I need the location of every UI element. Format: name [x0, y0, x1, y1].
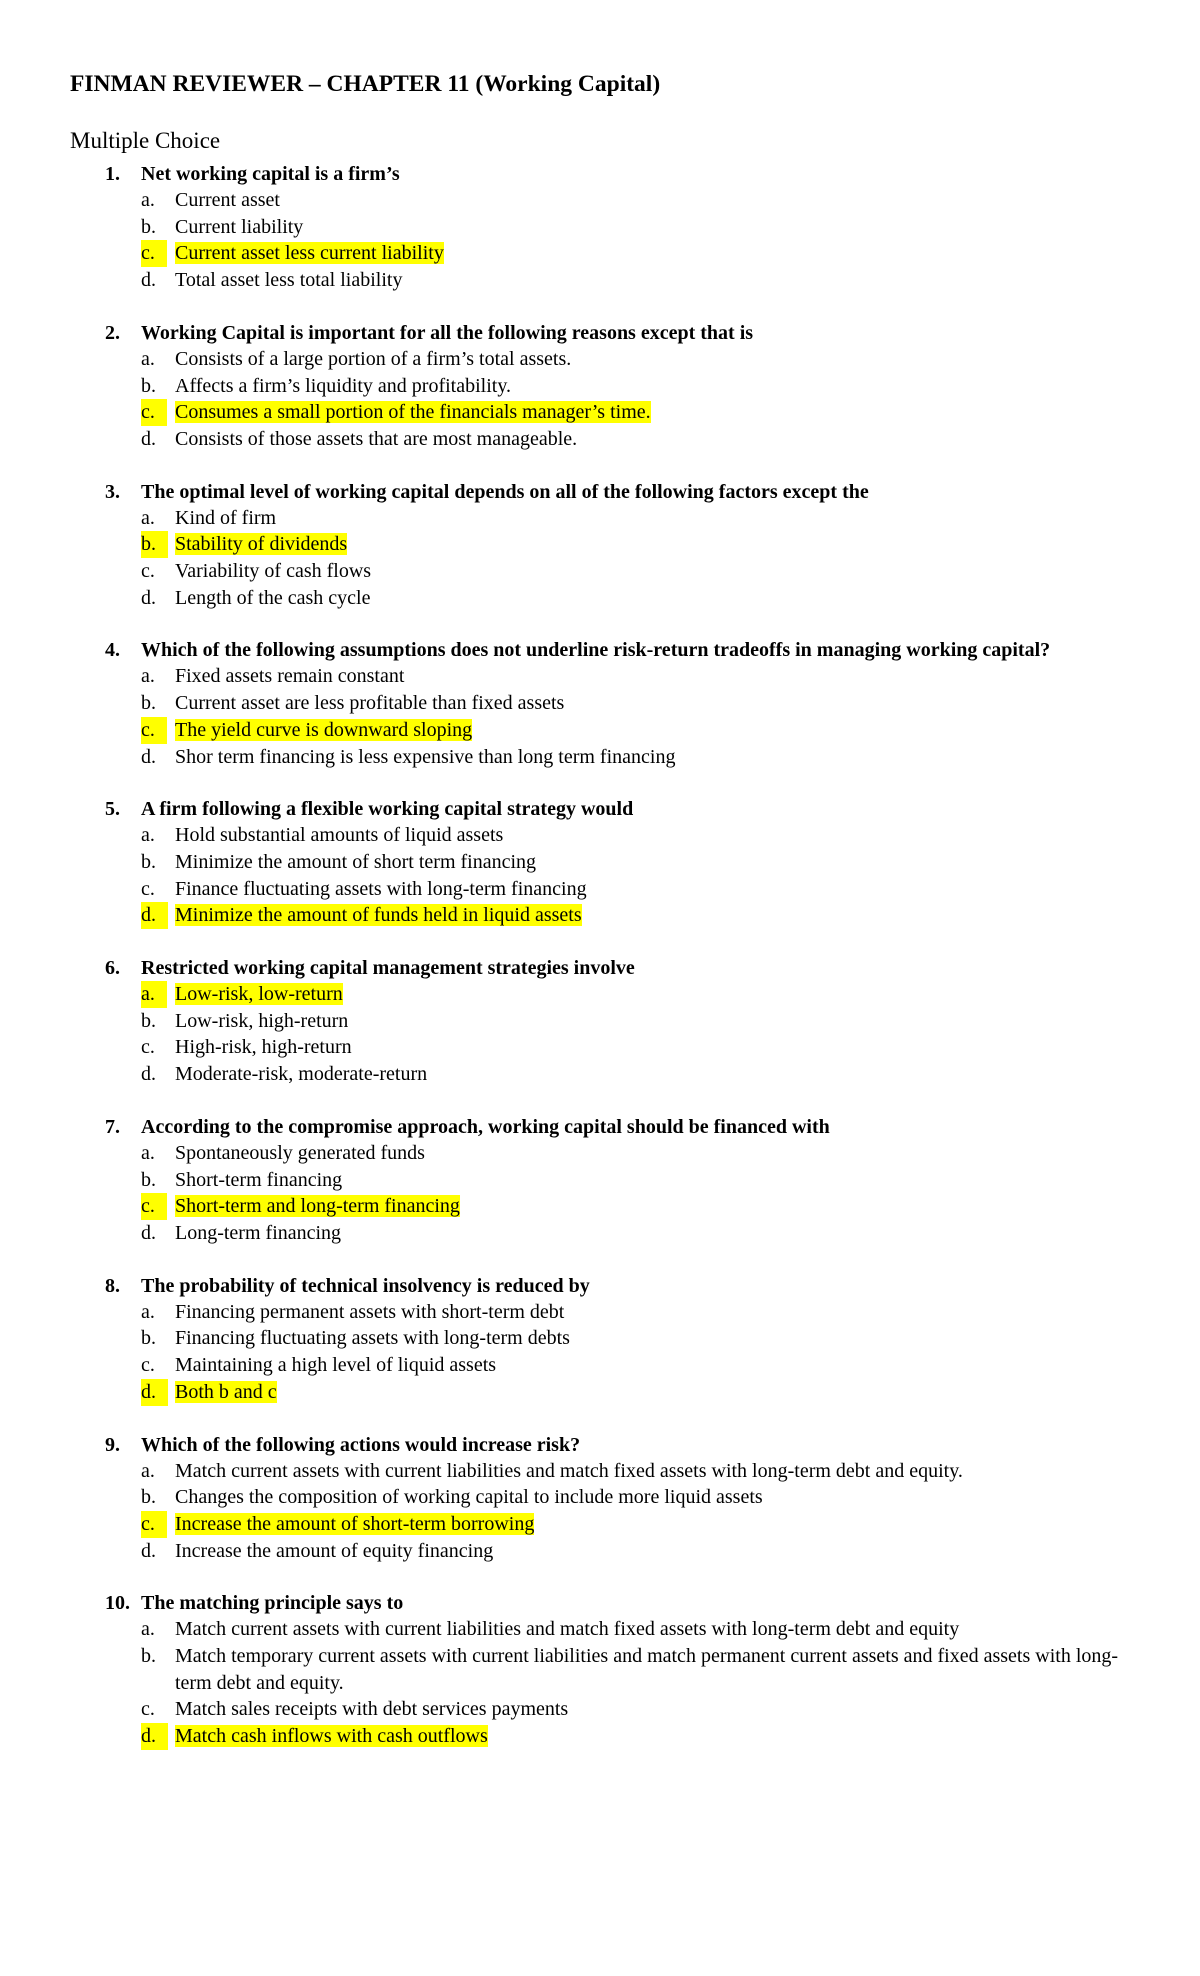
choice-letter: d.	[141, 586, 156, 609]
choice-letter: a.	[141, 1300, 155, 1323]
choice-letter: c.	[141, 1511, 167, 1538]
choice-text: Financing fluctuating assets with long-term debts	[175, 1327, 570, 1350]
choice-letter: d.	[141, 745, 156, 768]
choice-letter: d.	[141, 1379, 168, 1406]
choice-letter: d.	[141, 902, 168, 929]
choice-list	[141, 1458, 1150, 1565]
choice-text: Minimize the amount of short term financing	[175, 850, 537, 873]
choice-text: Moderate-risk, moderate-return	[175, 1063, 428, 1086]
choice-text: Consumes a small portion of the financials manager’s time.	[175, 401, 651, 424]
section-label: Multiple Choice	[70, 128, 221, 153]
choice-text: The yield curve is downward sloping	[175, 718, 473, 741]
question-item-8	[70, 1273, 1150, 1406]
choice-item	[141, 373, 1150, 400]
choice-text: Hold substantial amounts of liquid assets	[175, 824, 504, 847]
choice-item	[141, 426, 1150, 453]
choice-item	[141, 214, 1150, 241]
choice-text: Total asset less total liability	[175, 269, 403, 292]
choice-text: Long-term financing	[175, 1221, 342, 1244]
question-item-10	[70, 1590, 1150, 1750]
choice-item	[141, 1616, 1150, 1643]
choice-text: Consists of a large portion of a firm’s total assets.	[175, 347, 572, 370]
choice-text: Changes the composition of working capital to include more liquid assets	[175, 1486, 763, 1509]
choice-text: Stability of dividends	[175, 533, 348, 556]
choice-text: Fixed assets remain constant	[175, 665, 405, 688]
question-text: Restricted working capital management strategies involve	[141, 957, 635, 980]
choice-item-correct	[141, 717, 1150, 744]
choice-text: Affects a firm’s liquidity and profitability.	[175, 374, 512, 397]
question-text: The probability of technical insolvency is reduced by	[141, 1274, 590, 1297]
choice-item	[141, 849, 1150, 876]
choice-text: Minimize the amount of funds held in liquid assets	[175, 904, 582, 927]
choice-item-correct	[141, 240, 1150, 267]
question-number: 2.	[105, 321, 120, 344]
choice-text: Both b and c	[175, 1380, 277, 1403]
choice-letter: a.	[141, 506, 155, 529]
question-number: 7.	[105, 1115, 120, 1138]
choice-text: Match sales receipts with debt services payments	[175, 1698, 569, 1721]
choice-letter: a.	[141, 1618, 155, 1641]
question-number: 10.	[105, 1592, 130, 1615]
question-number: 6.	[105, 957, 120, 980]
choice-item	[141, 663, 1150, 690]
choice-list	[141, 187, 1150, 294]
choice-item	[141, 1538, 1150, 1565]
choice-letter: b.	[141, 850, 156, 873]
choice-item	[141, 346, 1150, 373]
question-number: 5.	[105, 798, 120, 821]
choice-text: Match current assets with current liabilities and match fixed assets with long-term debt and equity	[175, 1618, 960, 1641]
choice-text: Increase the amount of short-term borrowing	[175, 1512, 535, 1535]
choice-text: Variability of cash flows	[175, 560, 372, 583]
choice-list	[141, 1616, 1150, 1750]
choice-item	[141, 1034, 1150, 1061]
choice-letter: c.	[141, 1036, 155, 1059]
choice-item	[141, 267, 1150, 294]
choice-letter: c.	[141, 560, 155, 583]
choice-letter: d.	[141, 1539, 156, 1562]
choice-letter: c.	[141, 399, 167, 426]
choice-text: High-risk, high-return	[175, 1036, 352, 1059]
choice-item	[141, 1299, 1150, 1326]
choice-letter: d.	[141, 1063, 156, 1086]
choice-text: Short-term financing	[175, 1168, 343, 1191]
choice-text: Low-risk, low-return	[175, 983, 343, 1006]
choice-item	[141, 187, 1150, 214]
question-list	[70, 161, 1150, 1750]
choice-text: Financing permanent assets with short-term debt	[175, 1300, 565, 1323]
question-number: 1.	[105, 163, 120, 185]
choice-letter: c.	[141, 717, 167, 744]
question-text: Net working capital is a firm’s	[141, 163, 400, 185]
choice-list	[141, 1299, 1150, 1406]
document-page	[70, 68, 1150, 1776]
question-text: Which of the following assumptions does not underline risk-return tradeoffs in managing working capital?	[141, 639, 1051, 662]
choice-letter: a.	[141, 665, 155, 688]
choice-item-correct	[141, 399, 1150, 426]
question-item-7	[70, 1114, 1150, 1247]
choice-letter: a.	[141, 981, 167, 1008]
question-text: The matching principle says to	[141, 1592, 404, 1615]
question-item-5	[70, 796, 1150, 929]
choice-text: Kind of firm	[175, 506, 277, 529]
question-number: 4.	[105, 639, 120, 662]
choice-text: Finance fluctuating assets with long-term financing	[175, 877, 587, 900]
choice-item	[141, 1220, 1150, 1247]
choice-letter: b.	[141, 1009, 156, 1032]
choice-item	[141, 690, 1150, 717]
choice-letter: b.	[141, 215, 156, 238]
choice-item	[141, 744, 1150, 771]
choice-item	[141, 558, 1150, 585]
choice-item-correct	[141, 981, 1150, 1008]
choice-item-correct	[141, 531, 1150, 558]
choice-letter: b.	[141, 374, 156, 397]
choice-letter: a.	[141, 1141, 155, 1164]
choice-item	[141, 1008, 1150, 1035]
choice-item	[141, 1140, 1150, 1167]
choice-list	[141, 663, 1150, 770]
choice-list	[141, 981, 1150, 1088]
choice-item	[141, 1352, 1150, 1379]
question-item-3	[70, 479, 1150, 612]
question-text: A firm following a flexible working capital strategy would	[141, 798, 634, 821]
choice-letter: a.	[141, 824, 155, 847]
choice-text: Consists of those assets that are most manageable.	[175, 427, 578, 450]
choice-letter: d.	[141, 1723, 168, 1750]
choice-text: Current asset are less profitable than fixed assets	[175, 692, 565, 715]
choice-letter: c.	[141, 877, 155, 900]
choice-item-correct	[141, 1193, 1150, 1220]
question-text: Which of the following actions would increase risk?	[141, 1433, 581, 1456]
choice-letter: c.	[141, 240, 167, 267]
choice-text: Current asset	[175, 189, 280, 211]
choice-item	[141, 1325, 1150, 1352]
choice-letter: c.	[141, 1698, 155, 1721]
choice-letter: a.	[141, 189, 155, 211]
choice-letter: d.	[141, 1221, 156, 1244]
choice-list	[141, 822, 1150, 929]
choice-letter: b.	[141, 1168, 156, 1191]
choice-text: Spontaneously generated funds	[175, 1141, 425, 1164]
choice-item	[141, 1458, 1150, 1485]
choice-item	[141, 505, 1150, 532]
choice-letter: b.	[141, 692, 156, 715]
choice-letter: d.	[141, 427, 156, 450]
choice-text: Maintaining a high level of liquid assets	[175, 1354, 497, 1377]
question-item-6	[70, 955, 1150, 1088]
choice-letter: b.	[141, 1645, 156, 1668]
choice-item	[141, 876, 1150, 903]
choice-letter: a.	[141, 347, 155, 370]
choice-item	[141, 1167, 1150, 1194]
document-title: FINMAN REVIEWER – CHAPTER 11 (Working Capital)	[70, 71, 661, 97]
choice-text: Match temporary current assets with current liabilities and match permanent current assets and fixed assets with long-term debt and equity.	[175, 1645, 1119, 1694]
question-text: Working Capital is important for all the following reasons except that is	[141, 321, 754, 344]
choice-item	[141, 1643, 1150, 1696]
question-text: The optimal level of working capital depends on all of the following factors except the	[141, 480, 869, 503]
question-number: 9.	[105, 1433, 120, 1456]
choice-letter: b.	[141, 531, 168, 558]
question-number: 8.	[105, 1274, 120, 1297]
choice-item	[141, 822, 1150, 849]
choice-letter: c.	[141, 1193, 167, 1220]
question-item-4	[70, 637, 1150, 770]
choice-item-correct	[141, 902, 1150, 929]
question-item-1	[70, 161, 1150, 294]
choice-letter: a.	[141, 1459, 155, 1482]
choice-list	[141, 1140, 1150, 1247]
question-item-9	[70, 1432, 1150, 1565]
choice-item-correct	[141, 1723, 1150, 1750]
choice-item	[141, 585, 1150, 612]
choice-text: Shor term financing is less expensive than long term financing	[175, 745, 676, 768]
choice-letter: b.	[141, 1327, 156, 1350]
choice-text: Match cash inflows with cash outflows	[175, 1725, 488, 1748]
choice-text: Current asset less current liability	[175, 242, 444, 265]
choice-text: Current liability	[175, 215, 304, 238]
choice-letter: b.	[141, 1486, 156, 1509]
choice-letter: d.	[141, 269, 156, 292]
choice-item	[141, 1696, 1150, 1723]
question-text: According to the compromise approach, working capital should be financed with	[141, 1115, 830, 1138]
question-item-2	[70, 320, 1150, 453]
choice-item	[141, 1484, 1150, 1511]
choice-item	[141, 1061, 1150, 1088]
choice-letter: c.	[141, 1354, 155, 1377]
choice-list	[141, 346, 1150, 453]
choice-text: Length of the cash cycle	[175, 586, 371, 609]
choice-text: Increase the amount of equity financing	[175, 1539, 494, 1562]
question-number: 3.	[105, 480, 120, 503]
choice-item-correct	[141, 1511, 1150, 1538]
choice-list	[141, 505, 1150, 612]
choice-text: Match current assets with current liabilities and match fixed assets with long-term debt and equity.	[175, 1459, 963, 1482]
choice-text: Short-term and long-term financing	[175, 1195, 460, 1218]
choice-text: Low-risk, high-return	[175, 1009, 349, 1032]
choice-item-correct	[141, 1379, 1150, 1406]
